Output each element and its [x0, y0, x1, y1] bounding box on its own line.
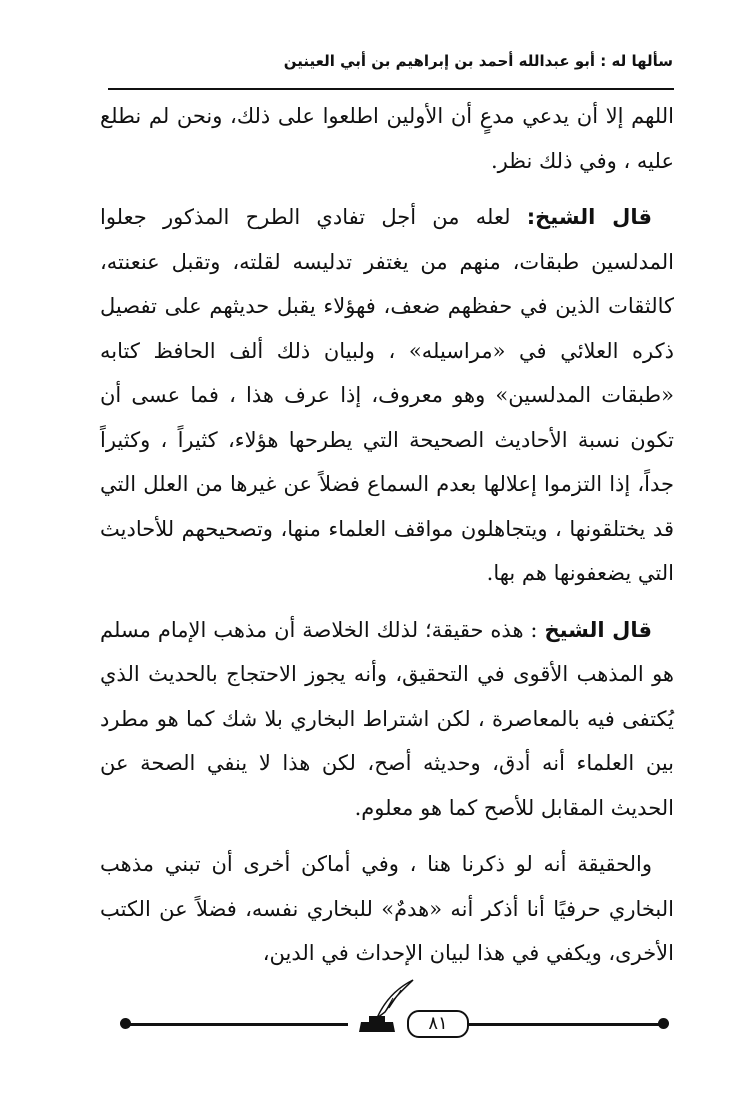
paragraph-3	[100, 608, 674, 831]
speaker-label: قال الشيخ:	[526, 205, 653, 229]
paragraph-3-text: : هذه حقيقة؛ لذلك الخلاصة أن مذهب الإمام مسلم هو المذهب الأقوى في التحقيق، وأنه يجوز الاحتجاج بالحديث الذي يُكتفى فيه بالمعاصرة ، لكن اشتراط البخاري بلا شك كما هو مطرد بين العلماء أنه أدق، وحديثه أصح، لكن هذا لا ينفي الصحة عن الحديث المقابل للأصح كما هو معلوم.	[100, 617, 674, 820]
footer-rule-right	[468, 1023, 663, 1026]
paragraph-4: والحقيقة أنه لو ذكرنا هنا ، وفي أماكن أخرى أن تبني مذهب البخاري حرفيًا أنا أذكر أنه «هدمٌ» للبخاري نفسه، فضلاً عن الكتب الأخرى، ويكفي في هذا لبيان الإحداث في الدين،	[100, 852, 674, 965]
header-rule	[108, 88, 674, 90]
footer-rule-left	[123, 1023, 348, 1026]
footer-dot-right	[658, 1018, 669, 1029]
page-body	[100, 94, 674, 976]
speaker-label: قال الشيخ	[544, 617, 653, 642]
paragraph-2	[100, 195, 674, 596]
page-number: ٨١	[407, 1010, 469, 1038]
paragraph-2-text: لعله من أجل تفادي الطرح المذكور جعلوا المدلسين طبقات، منهم من يغتفر تدليسه لقلته، وتقبل عنعنته، كالثقات الذين في حفظهم ضعف، فهؤلاء يقبل حديثهم على تفصيل ذكره العلائي في «مراسيله» ، ولبيان ذلك ألف الحافظ كتابه «طبقات المدلسين» وهو معروف، إذا عرف هذا ، فما عسى أن تكون نسبة الأحاديث الصحيحة التي يطرحها هؤلاء، كثيراً ، وكثيراً جداً، إذا التزموا إعلالها بعدم السماع فضلاً عن غيرها من العلل التي قد يختلقونها ، ويتجاهلون مواقف العلماء منها، وتصحيحهم للأحاديث التي يضعفونها هم بها.	[100, 205, 674, 585]
running-header: سألها له : أبو عبدالله أحمد بن إبراهيم بن أبي العينين	[283, 52, 673, 70]
page-footer	[115, 1008, 670, 1048]
inkwell-quill-icon	[355, 978, 415, 1034]
paragraph-1: اللهم إلا أن يدعي مدعٍ أن الأولين اطلعوا على ذلك، ونحن لم نطلع عليه ، وفي ذلك نظر.	[100, 104, 674, 173]
